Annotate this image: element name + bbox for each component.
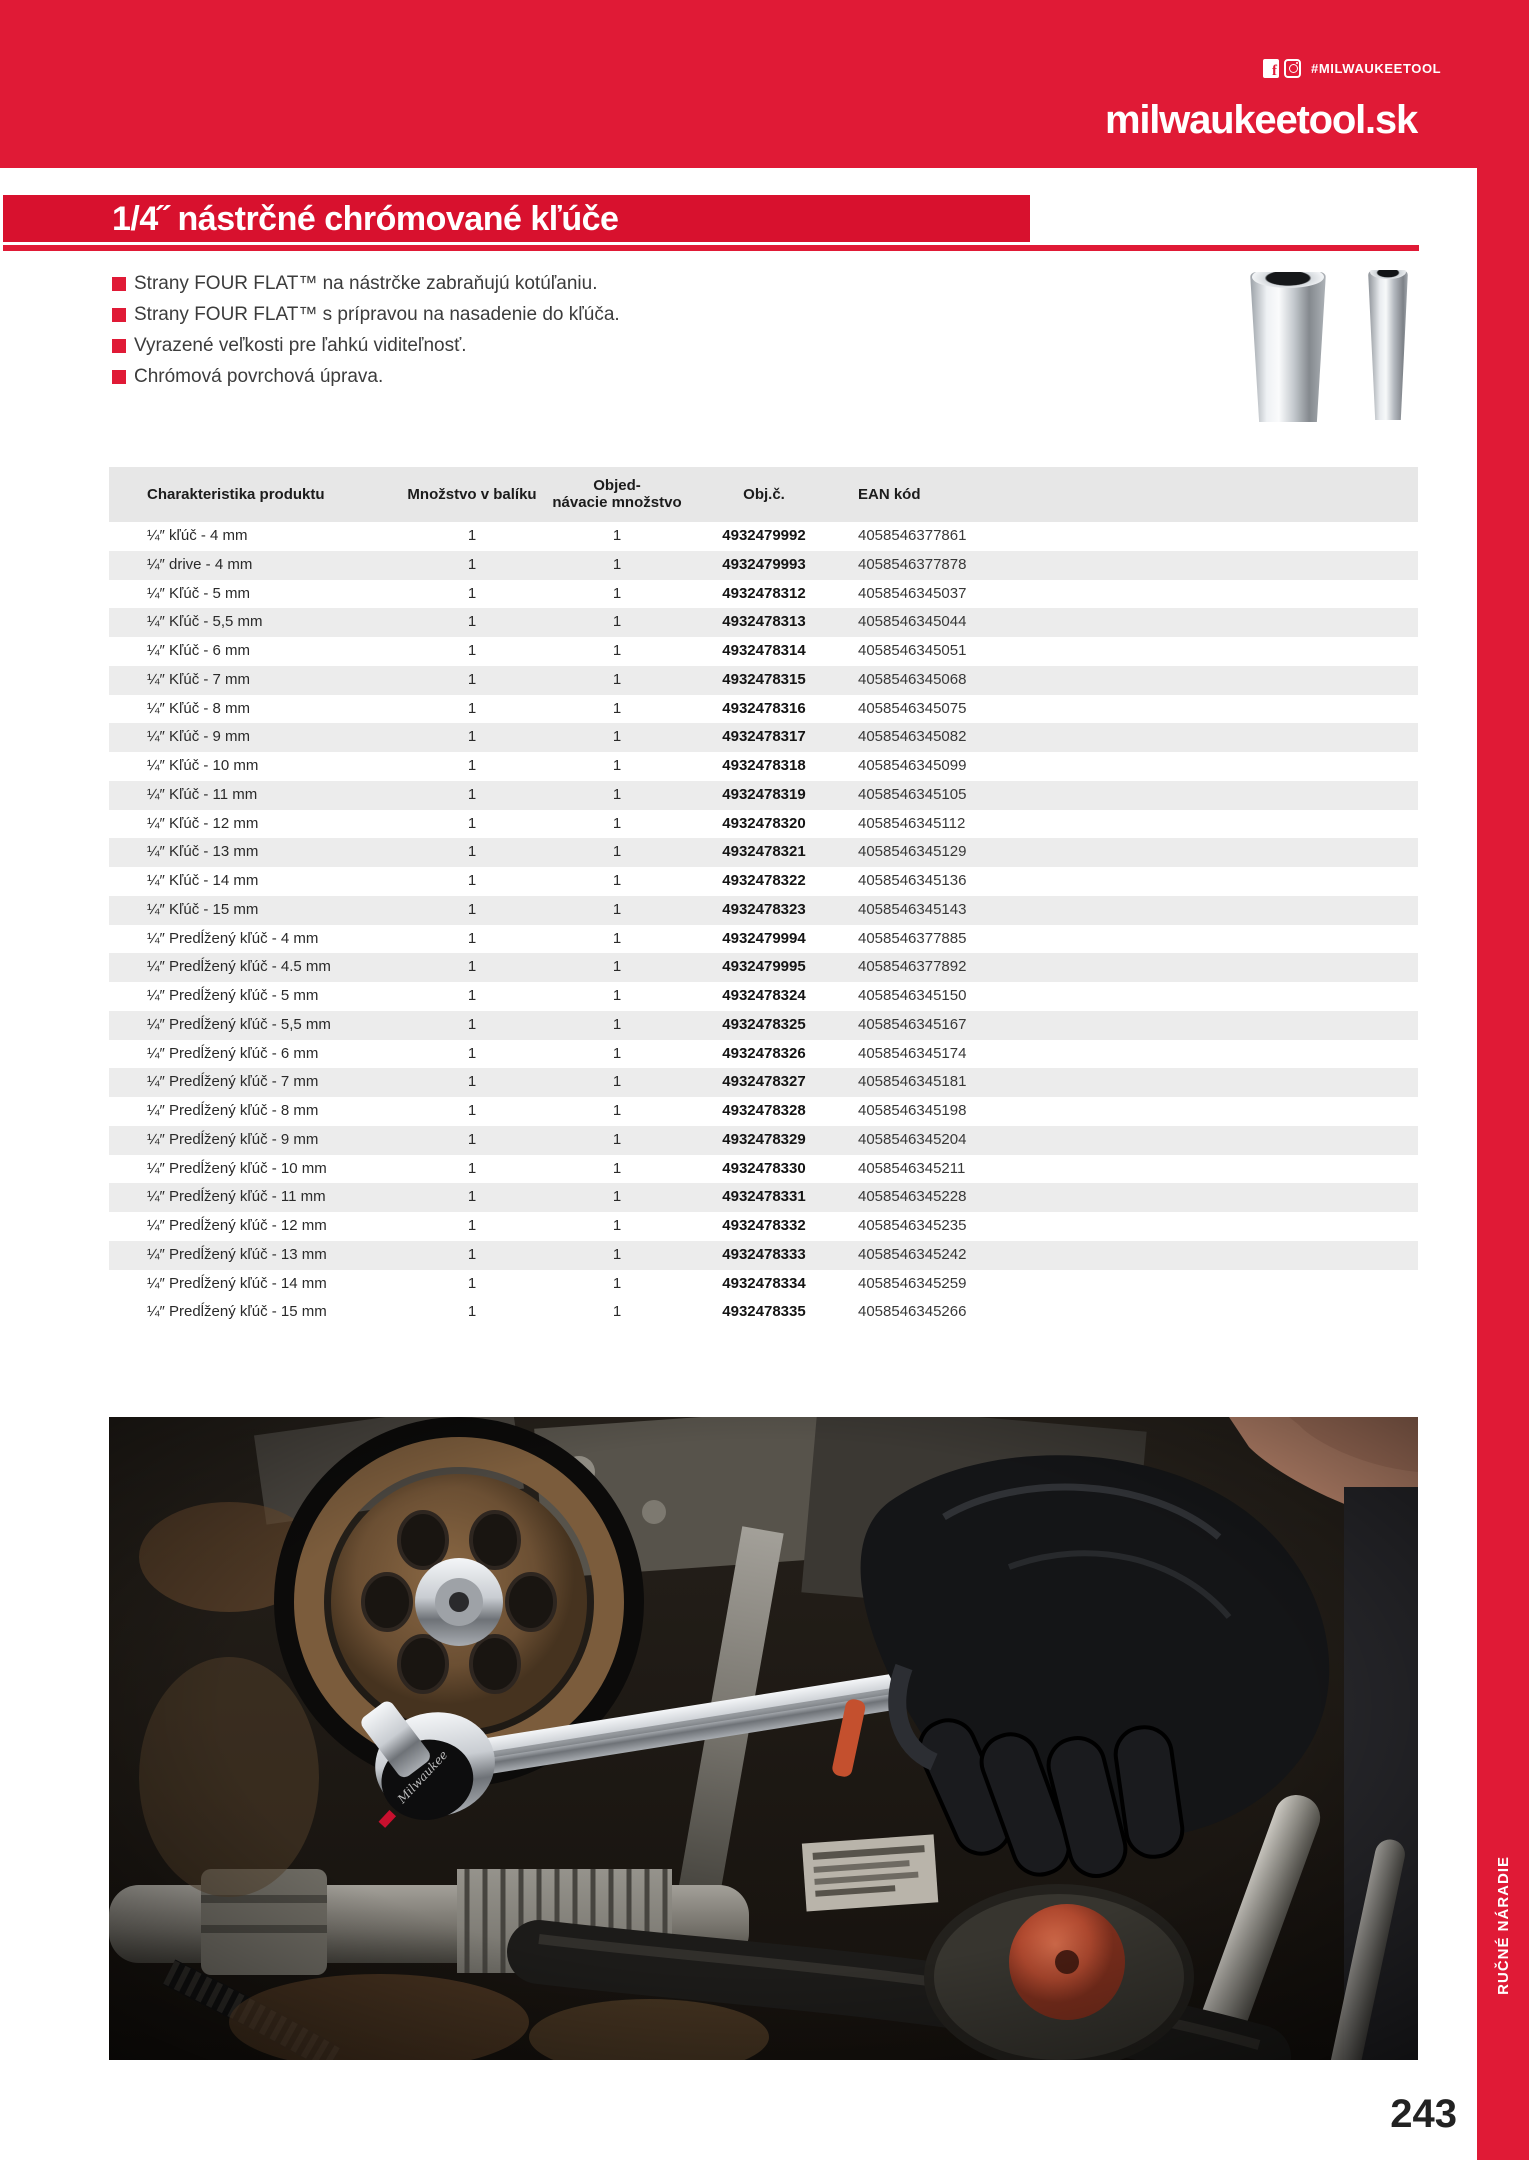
col-header-product: Charakteristika produktu xyxy=(147,486,325,503)
cell-order-qty: 1 xyxy=(612,1188,622,1206)
cell-product-name: ¼″ Kľúč - 7 mm xyxy=(147,670,251,688)
cell-product-name: ¼″ Kľúč - 5,5 mm xyxy=(147,613,263,631)
cell-ean: 4058546345150 xyxy=(858,987,967,1004)
cell-product-name: ¼″ Predĺžený kľúč - 4.5 mm xyxy=(147,958,331,976)
cell-ean: 4058546345037 xyxy=(858,584,967,602)
cell-ean: 4058546377892 xyxy=(858,958,967,976)
cell-pack-qty: 1 xyxy=(467,1217,477,1234)
cell-order-qty: 1 xyxy=(612,1217,622,1234)
bullet-text: Strany FOUR FLAT™ s prípravou na nasadenie do kľúča. xyxy=(134,303,620,325)
cell-ean: 4058546345112 xyxy=(858,814,966,832)
cell-ean: 4058546345235 xyxy=(858,1217,967,1234)
table-row xyxy=(109,1068,1418,1097)
cell-ean: 4058546345082 xyxy=(858,728,967,746)
bullet-square-icon xyxy=(112,339,126,353)
cell-product-name: ¼″ Predĺžený kľúč - 12 mm xyxy=(147,1217,327,1234)
feature-bullet xyxy=(112,330,812,361)
cell-ean: 4058546345051 xyxy=(858,642,967,659)
cell-ean: 4058546345099 xyxy=(858,757,967,774)
cell-product-name: ¼″ Predĺžený kľúč - 11 mm xyxy=(147,1188,326,1206)
cell-ean: 4058546345174 xyxy=(858,1044,967,1062)
cell-order-qty: 1 xyxy=(612,728,622,746)
cell-sku: 4932478327 xyxy=(722,1073,806,1091)
cell-ean: 4058546345105 xyxy=(858,785,967,803)
cell-order-qty: 1 xyxy=(612,1102,622,1119)
cell-order-qty: 1 xyxy=(612,900,622,918)
table-row xyxy=(109,1241,1418,1270)
cell-ean: 4058546345143 xyxy=(858,900,967,918)
cell-sku: 4932479994 xyxy=(722,929,806,947)
cell-ean: 4058546345198 xyxy=(858,1102,967,1119)
table-row xyxy=(109,838,1418,867)
cell-pack-qty: 1 xyxy=(467,900,477,918)
table-row xyxy=(109,1270,1418,1299)
bullet-text: Vyrazené veľkosti pre ľahkú viditeľnosť. xyxy=(134,334,467,356)
engine-bay-illustration xyxy=(109,1417,1418,2060)
table-row xyxy=(109,1298,1418,1327)
cell-product-name: ¼″ Predĺžený kľúč - 5,5 mm xyxy=(147,1015,331,1033)
cell-product-name: ¼″ Predĺžený kľúč - 13 mm xyxy=(147,1245,327,1263)
cell-order-qty: 1 xyxy=(612,1015,622,1033)
cell-ean: 4058546345204 xyxy=(858,1130,967,1148)
cell-ean: 4058546345044 xyxy=(858,613,967,631)
site-url[interactable]: milwaukeetool.sk xyxy=(1104,98,1417,142)
cell-sku: 4932478313 xyxy=(722,613,806,631)
cell-sku: 4932478324 xyxy=(722,987,806,1004)
cell-order-qty: 1 xyxy=(612,1245,622,1263)
cell-sku: 4932478332 xyxy=(722,1217,806,1234)
cell-pack-qty: 1 xyxy=(467,670,477,688)
cell-ean: 4058546377878 xyxy=(858,555,967,573)
cell-product-name: ¼″ Kľúč - 8 mm xyxy=(147,699,251,717)
cell-sku: 4932479993 xyxy=(722,555,806,573)
table-row xyxy=(109,522,1418,551)
cell-order-qty: 1 xyxy=(612,1274,622,1292)
table-row xyxy=(109,896,1418,925)
social-links xyxy=(1263,58,1441,78)
table-row xyxy=(109,781,1418,810)
cell-pack-qty: 1 xyxy=(467,1245,477,1263)
bullet-text: Strany FOUR FLAT™ na nástrčke zabraňujú kotúľaniu. xyxy=(134,272,598,294)
cell-pack-qty: 1 xyxy=(467,1044,477,1062)
cell-pack-qty: 1 xyxy=(467,1188,477,1206)
cell-order-qty: 1 xyxy=(612,843,622,861)
cell-sku: 4932478316 xyxy=(722,699,806,717)
cell-sku: 4932478328 xyxy=(722,1102,806,1119)
table-row xyxy=(109,637,1418,666)
cell-sku: 4932478318 xyxy=(722,757,806,774)
cell-product-name: ¼″ Kľúč - 9 mm xyxy=(147,728,251,746)
table-row xyxy=(109,925,1418,954)
cell-product-name: ¼″ Kľúč - 15 mm xyxy=(147,900,259,918)
cell-pack-qty: 1 xyxy=(467,555,477,573)
table-row xyxy=(109,723,1418,752)
cell-sku: 4932478317 xyxy=(722,728,806,746)
cell-product-name: ¼″ Kľúč - 14 mm xyxy=(147,872,259,889)
table-row xyxy=(109,666,1418,695)
cell-pack-qty: 1 xyxy=(467,527,477,544)
cell-sku: 4932478334 xyxy=(722,1274,806,1292)
product-photo xyxy=(109,1417,1418,2060)
cell-sku: 4932478333 xyxy=(722,1245,806,1263)
cell-order-qty: 1 xyxy=(612,757,622,774)
cell-sku: 4932478329 xyxy=(722,1130,806,1148)
cell-product-name: ¼″ Predĺžený kľúč - 8 mm xyxy=(147,1102,319,1119)
cell-pack-qty: 1 xyxy=(467,929,477,947)
table-row xyxy=(109,1126,1418,1155)
table-row xyxy=(109,752,1418,781)
bullet-text: Chrómová povrchová úprava. xyxy=(134,365,384,387)
feature-bullet xyxy=(112,268,812,299)
cell-ean: 4058546377885 xyxy=(858,929,967,947)
cell-sku: 4932478325 xyxy=(722,1015,806,1033)
cell-pack-qty: 1 xyxy=(467,1102,477,1119)
cell-sku: 4932478321 xyxy=(722,843,806,861)
table-row xyxy=(109,867,1418,896)
cell-ean: 4058546345266 xyxy=(858,1303,967,1321)
cell-ean: 4058546345068 xyxy=(858,670,967,688)
cell-ean: 4058546345259 xyxy=(858,1274,967,1292)
cell-ean: 4058546345181 xyxy=(858,1073,967,1091)
cell-product-name: ¼″ Kľúč - 6 mm xyxy=(147,642,251,659)
col-header-pack-qty: Množstvo v balíku xyxy=(407,486,537,503)
cell-pack-qty: 1 xyxy=(467,613,477,631)
right-edge-band xyxy=(1477,0,1529,2160)
table-row xyxy=(109,1040,1418,1069)
cell-product-name: ¼″ Predĺžený kľúč - 10 mm xyxy=(147,1159,327,1177)
col-header-order-qty: Objed- návacie množstvo xyxy=(552,477,682,511)
cell-order-qty: 1 xyxy=(612,1130,622,1148)
page-title: 1/4˝ nástrčné chrómované kľúče xyxy=(112,200,619,238)
cell-sku: 4932478319 xyxy=(722,785,806,803)
table-row xyxy=(109,551,1418,580)
cell-pack-qty: 1 xyxy=(467,1274,477,1292)
table-row xyxy=(109,982,1418,1011)
table-row xyxy=(109,953,1418,982)
feature-bullet xyxy=(112,299,812,330)
category-side-tab xyxy=(1477,1840,1529,2010)
cell-order-qty: 1 xyxy=(612,872,622,889)
col-header-ean: EAN kód xyxy=(858,486,921,503)
cell-sku: 4932478323 xyxy=(722,900,806,918)
cell-order-qty: 1 xyxy=(612,814,622,832)
table-row xyxy=(109,608,1418,637)
cell-order-qty: 1 xyxy=(612,699,622,717)
bullet-square-icon xyxy=(112,277,126,291)
cell-ean: 4058546377861 xyxy=(858,527,967,544)
cell-order-qty: 1 xyxy=(612,1303,622,1321)
cell-pack-qty: 1 xyxy=(467,785,477,803)
cell-pack-qty: 1 xyxy=(467,814,477,832)
cell-order-qty: 1 xyxy=(612,670,622,688)
cell-pack-qty: 1 xyxy=(467,843,477,861)
cell-sku: 4932478312 xyxy=(722,584,806,602)
cell-product-name: ¼″ kľúč - 4 mm xyxy=(147,527,248,544)
table-row xyxy=(109,1011,1418,1040)
cell-product-name: ¼″ Predĺžený kľúč - 14 mm xyxy=(147,1274,327,1292)
cell-order-qty: 1 xyxy=(612,958,622,976)
cell-product-name: ¼″ drive - 4 mm xyxy=(147,555,253,573)
cell-sku: 4932478335 xyxy=(722,1303,806,1321)
cell-order-qty: 1 xyxy=(612,1159,622,1177)
cell-sku: 4932478330 xyxy=(722,1159,806,1177)
cell-product-name: ¼″ Predĺžený kľúč - 6 mm xyxy=(147,1044,319,1062)
table-row xyxy=(109,1183,1418,1212)
bullet-square-icon xyxy=(112,308,126,322)
cell-order-qty: 1 xyxy=(612,785,622,803)
cell-order-qty: 1 xyxy=(612,1044,622,1062)
cell-order-qty: 1 xyxy=(612,642,622,659)
bullet-square-icon xyxy=(112,370,126,384)
cell-product-name: ¼″ Kľúč - 11 mm xyxy=(147,785,258,803)
cell-pack-qty: 1 xyxy=(467,987,477,1004)
cell-product-name: ¼″ Kľúč - 5 mm xyxy=(147,584,251,602)
table-row xyxy=(109,1212,1418,1241)
table-row xyxy=(109,695,1418,724)
cell-order-qty: 1 xyxy=(612,555,622,573)
cell-product-name: ¼″ Predĺžený kľúč - 7 mm xyxy=(147,1073,319,1091)
cell-ean: 4058546345242 xyxy=(858,1245,967,1263)
cell-pack-qty: 1 xyxy=(467,757,477,774)
cell-product-name: ¼″ Predĺžený kľúč - 15 mm xyxy=(147,1303,327,1321)
cell-ean: 4058546345136 xyxy=(858,872,967,889)
instagram-icon[interactable] xyxy=(1284,59,1301,78)
cell-pack-qty: 1 xyxy=(467,584,477,602)
cell-product-name: ¼″ Predĺžený kľúč - 9 mm xyxy=(147,1130,319,1148)
table-row xyxy=(109,1097,1418,1126)
cell-sku: 4932478331 xyxy=(722,1188,806,1206)
facebook-icon[interactable] xyxy=(1263,59,1279,78)
cell-ean: 4058546345211 xyxy=(858,1159,966,1177)
table-row xyxy=(109,810,1418,839)
cell-sku: 4932479992 xyxy=(722,527,806,544)
cell-pack-qty: 1 xyxy=(467,872,477,889)
feature-bullet xyxy=(112,361,812,392)
cell-pack-qty: 1 xyxy=(467,1015,477,1033)
feature-bullet-list xyxy=(112,268,812,392)
cell-order-qty: 1 xyxy=(612,1073,622,1091)
cell-product-name: ¼″ Kľúč - 12 mm xyxy=(147,814,259,832)
cell-product-name: ¼″ Kľúč - 13 mm xyxy=(147,843,259,861)
cell-pack-qty: 1 xyxy=(467,699,477,717)
col-header-sku: Obj.č. xyxy=(743,486,785,503)
cell-sku: 4932478320 xyxy=(722,814,806,832)
cell-pack-qty: 1 xyxy=(467,958,477,976)
cell-ean: 4058546345075 xyxy=(858,699,967,717)
table-row xyxy=(109,1155,1418,1184)
socket-product-image-large xyxy=(1250,272,1326,422)
cell-product-name: ¼″ Kľúč - 10 mm xyxy=(147,757,259,774)
cell-pack-qty: 1 xyxy=(467,728,477,746)
cell-pack-qty: 1 xyxy=(467,1159,477,1177)
cell-pack-qty: 1 xyxy=(467,642,477,659)
social-hashtag: #MILWAUKEETOOL xyxy=(1311,60,1442,76)
cell-ean: 4058546345129 xyxy=(858,843,967,861)
cell-pack-qty: 1 xyxy=(467,1303,477,1321)
cell-ean: 4058546345228 xyxy=(858,1188,967,1206)
cell-sku: 4932478322 xyxy=(722,872,806,889)
table-body xyxy=(109,522,1418,1327)
cell-order-qty: 1 xyxy=(612,929,622,947)
title-underline xyxy=(3,245,1419,251)
page-number: 243 xyxy=(1390,2092,1457,2136)
cell-pack-qty: 1 xyxy=(467,1130,477,1148)
product-table xyxy=(109,467,1418,1327)
category-side-label: RUČNÉ NÁRADIE xyxy=(1494,1855,1512,1995)
cell-order-qty: 1 xyxy=(612,584,622,602)
cell-order-qty: 1 xyxy=(612,613,622,631)
cell-sku: 4932478326 xyxy=(722,1044,806,1062)
cell-product-name: ¼″ Predĺžený kľúč - 4 mm xyxy=(147,929,319,947)
socket-product-image-small xyxy=(1368,270,1408,420)
cell-pack-qty: 1 xyxy=(467,1073,477,1091)
table-row xyxy=(109,580,1418,609)
cell-ean: 4058546345167 xyxy=(858,1015,967,1033)
cell-product-name: ¼″ Predĺžený kľúč - 5 mm xyxy=(147,987,319,1004)
cell-sku: 4932478315 xyxy=(722,670,806,688)
cell-order-qty: 1 xyxy=(612,527,622,544)
section-title-bar xyxy=(3,195,1030,242)
cell-order-qty: 1 xyxy=(612,987,622,1004)
cell-sku: 4932479995 xyxy=(722,958,806,976)
table-header-row xyxy=(109,467,1418,522)
cell-sku: 4932478314 xyxy=(722,642,806,659)
